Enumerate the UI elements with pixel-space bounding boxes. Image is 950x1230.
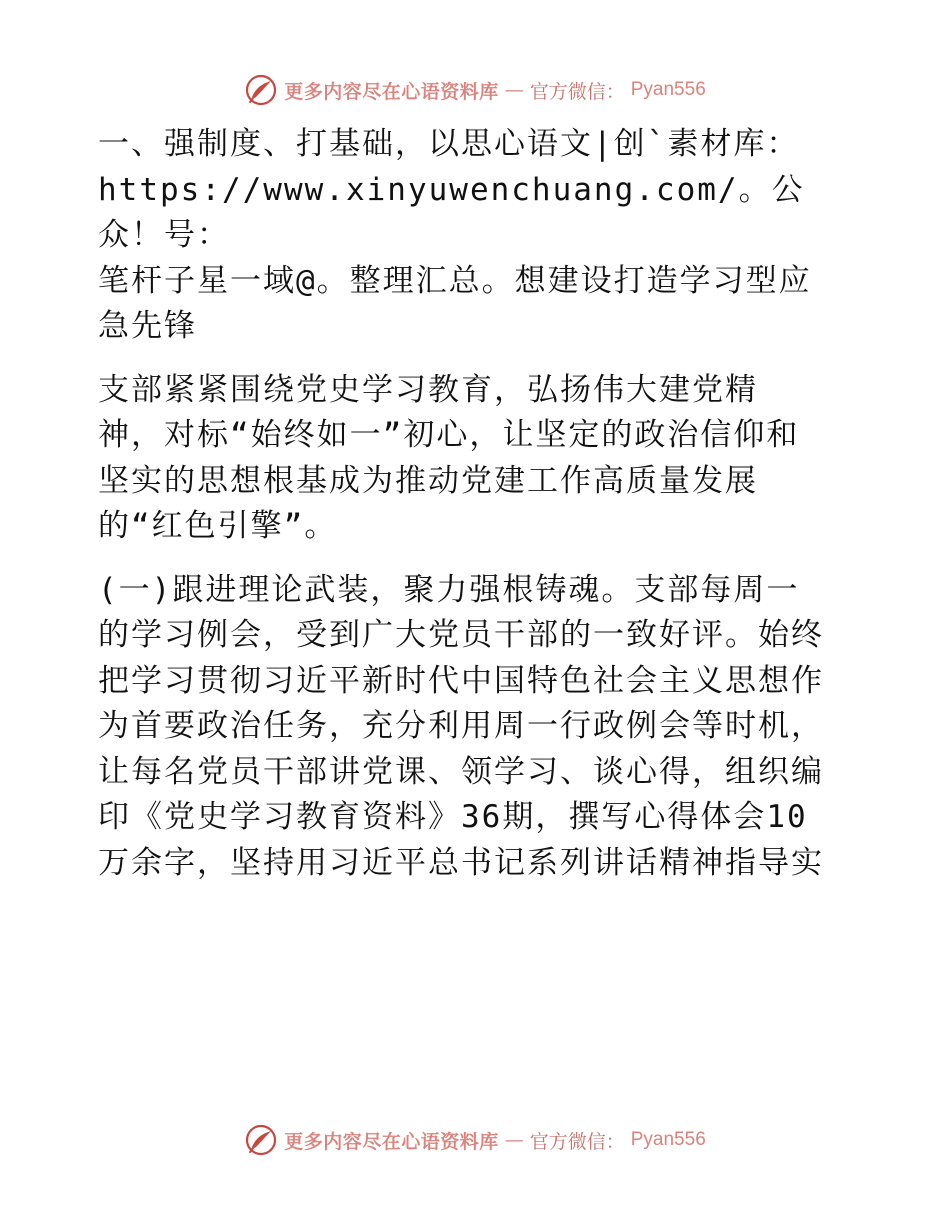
paragraph-line: 把学习贯彻习近平新时代中国特色社会主义思想作 [98,662,824,699]
paragraph-line: 神，对标“始终如一”初心，让坚定的政治信仰和 [98,417,800,453]
watermark-text: 更多内容尽在心语资料库 [284,80,499,103]
paragraph-1 [98,122,858,350]
paragraph-line: https://www.xinyuwenchuang.com/。公众！号： [98,171,805,253]
paragraph-line: 坚实的思想根基成为推动党建工作高质量发展 [98,462,758,499]
paragraph-line: 让每名党员干部讲党课、领学习、谈心得，组织编 [98,753,824,790]
document-body [98,122,858,886]
footer-watermark [0,1120,950,1160]
watermark-official-label: 官方微信： [529,80,625,103]
watermark-wechat-id: Pyan556 [630,79,706,100]
watermark-official-label: 官方微信： [529,1130,625,1153]
paragraph-line: 印《党史学习教育资料》36期，撰写心得体会10 [98,799,808,835]
paragraph-line: 急先锋 [98,308,197,344]
watermark-text: 更多内容尽在心语资料库 [284,1130,499,1153]
watermark-dash: — [504,1129,524,1151]
watermark-wechat-id: Pyan556 [630,1129,706,1150]
header-watermark [0,70,950,110]
paragraph-2 [98,368,858,550]
pen-logo-icon [244,73,278,107]
paragraph-line: 为首要政治任务，充分利用周一行政例会等时机， [98,708,824,744]
paragraph-line: 的学习例会，受到广大党员干部的一致好评。始终 [98,617,824,653]
paragraph-3 [98,568,858,887]
pen-logo-icon [244,1123,278,1157]
paragraph-line: 一、强制度、打基础，以思心语文|创`素材库： [98,126,800,162]
paragraph-line: 笔杆子星一域@。整理汇总。想建设打造学习型应 [98,262,812,299]
paragraph-line: 的“红色引擎”。 [98,508,338,544]
paragraph-line: 万余字，坚持用习近平总书记系列讲话精神指导实 [98,844,824,881]
paragraph-line: 支部紧紧围绕党史学习教育，弘扬伟大建党精 [98,371,758,408]
watermark-dash: — [504,79,524,101]
paragraph-line: (一)跟进理论武装，聚力强根铸魂。支部每周一 [98,571,800,608]
